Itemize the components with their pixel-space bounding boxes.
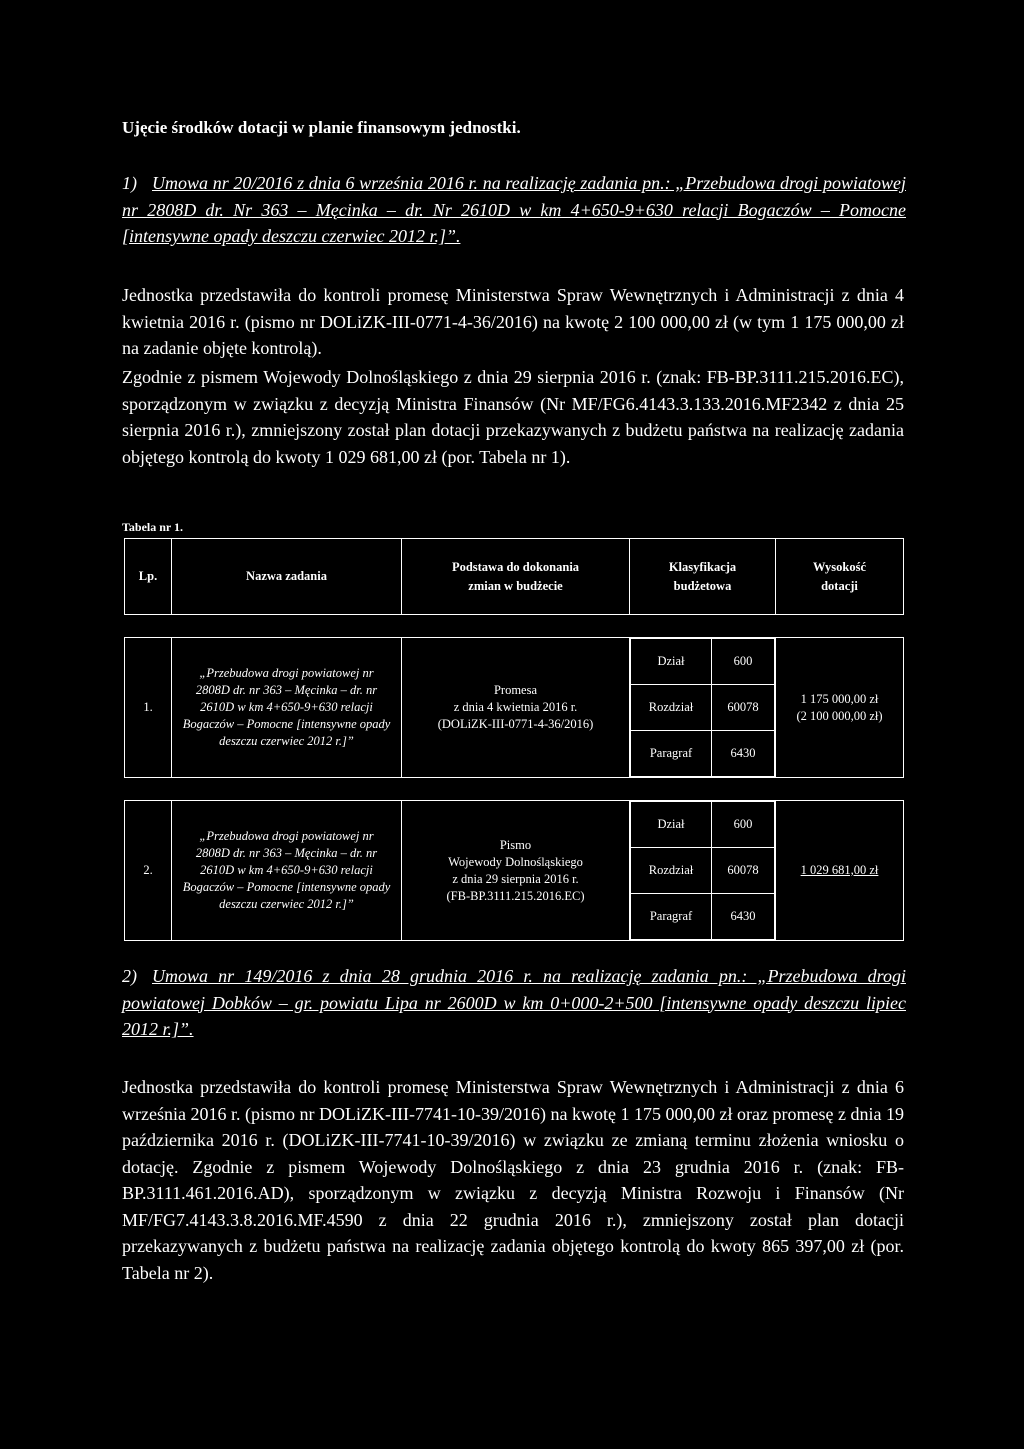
section-heading: Ujęcie środków dotacji w planie finansowym jednostki.: [122, 118, 521, 137]
contract-1-number: 1): [122, 173, 137, 193]
paragraph-reduction-1: Zgodnie z pismem Wojewody Dolnośląskiego z dnia 29 sierpnia 2016 r. (znak: FB-BP.3111.215.2016.EC), sporządzonym w związku z decyzją Ministra Finansów (Nr MF/FG6.4143.3.133.2016.MF2342 z dnia 25 sierpnia 2016 r.), zmniejszony został plan dotacji przekazywanych z budżetu państwa na realizację zadania objętego kontrolą do kwoty 1 029 681,00 zł (por. Tabela nr 1).: [122, 367, 904, 467]
header-classification: Klasyfikacja budżetowa: [630, 539, 776, 615]
header-basis: Podstawa do dokonania zmian w budżecie: [402, 539, 630, 615]
contract-1: [122, 170, 906, 250]
row-2-classification: Dział 600 Rozdział 60078 Paragraf 6430: [630, 801, 776, 941]
contract-2-number: 2): [122, 966, 137, 986]
row-1-amount: 1 175 000,00 zł (2 100 000,00 zł): [776, 638, 904, 778]
budget-table: [124, 538, 904, 941]
row-2-amount: 1 029 681,00 zł: [776, 801, 904, 941]
row-1-lp: 1.: [125, 638, 172, 778]
table-row: [125, 801, 904, 941]
row-1-basis: Promesa z dnia 4 kwietnia 2016 r. (DOLiZK-III-0771-4-36/2016): [402, 638, 630, 778]
row-1-classification: Dział 600 Rozdział 60078 Paragraf 6430: [630, 638, 776, 778]
row-2-lp: 2.: [125, 801, 172, 941]
paragraph-promesa-1: Jednostka przedstawiła do kontroli promesę Ministerstwa Spraw Wewnętrznych i Administracji z dnia 4 kwietnia 2016 r. (pismo nr DOLiZK-III-0771-4-36/2016) na kwotę 2 100 000,00 zł (w tym 1 175 000,00 zł na zadanie objęte kontrolą).: [122, 285, 904, 358]
header-lp: Lp.: [125, 539, 172, 615]
table-row: [125, 638, 904, 778]
paragraph-promesa-2: Jednostka przedstawiła do kontroli promesę Ministerstwa Spraw Wewnętrznych i Administracji z dnia 6 września 2016 r. (pismo nr DOLiZK-III-7741-10-39/2016) na kwotę 1 175 000,00 zł oraz promesę z dnia 19 października 2016 r. (DOLiZK-III-7741-10-39/2016) w związku ze zmianą terminu złożenia wniosku o dotację. Zgodnie z pismem Wojewody Dolnośląskiego z dnia 23 grudnia 2016 r. (znak: FB-BP.3111.461.2016.AD), sporządzonym w związku z decyzją Ministra Rozwoju i Finansów (Nr MF/FG7.4143.3.8.2016.MF.4590 z dnia 22 grudnia 2016 r.), zmniejszony został plan dotacji przekazywanych z budżetu państwa na realizację zadania objętego kontrolą do kwoty 865 397,00 zł (por. Tabela nr 2).: [122, 1077, 904, 1283]
header-amount: Wysokość dotacji: [776, 539, 904, 615]
row-1-name: „Przebudowa drogi powiatowej nr 2808D dr. nr 363 – Męcinka – dr. nr 2610D w km 4+650-9+630 relacji Bogaczów – Pomocne [intensywne opady deszczu czerwiec 2012 r.]”: [172, 638, 402, 778]
row-2-basis: Pismo Wojewody Dolnośląskiego z dnia 29 sierpnia 2016 r. (FB-BP.3111.215.2016.EC): [402, 801, 630, 941]
table-caption: Tabela nr 1.: [122, 520, 184, 534]
table-header-row: [125, 539, 904, 615]
contract-2-text: Umowa nr 149/2016 z dnia 28 grudnia 2016 r. na realizację zadania pn.: „Przebudowa drogi powiatowej Dobków – gr. powiatu Lipa nr 2600D w km 0+000-2+500 [intensywne opady deszczu lipiec 2012 r.]”.: [122, 966, 906, 1039]
row-2-name: „Przebudowa drogi powiatowej nr 2808D dr. nr 363 – Męcinka – dr. nr 2610D w km 4+650-9+630 relacji Bogaczów – Pomocne [intensywne opady deszczu czerwiec 2012 r.]”: [172, 801, 402, 941]
contract-2: [122, 963, 906, 1043]
contract-1-text: Umowa nr 20/2016 z dnia 6 września 2016 r. na realizację zadania pn.: „Przebudowa drogi powiatowej nr 2808D dr. Nr 363 – Męcinka – dr. Nr 2610D w km 4+650-9+630 relacji Bogaczów – Pomocne [intensywne opady deszczu czerwiec 2012 r.]”.: [122, 173, 906, 246]
header-name: Nazwa zadania: [172, 539, 402, 615]
